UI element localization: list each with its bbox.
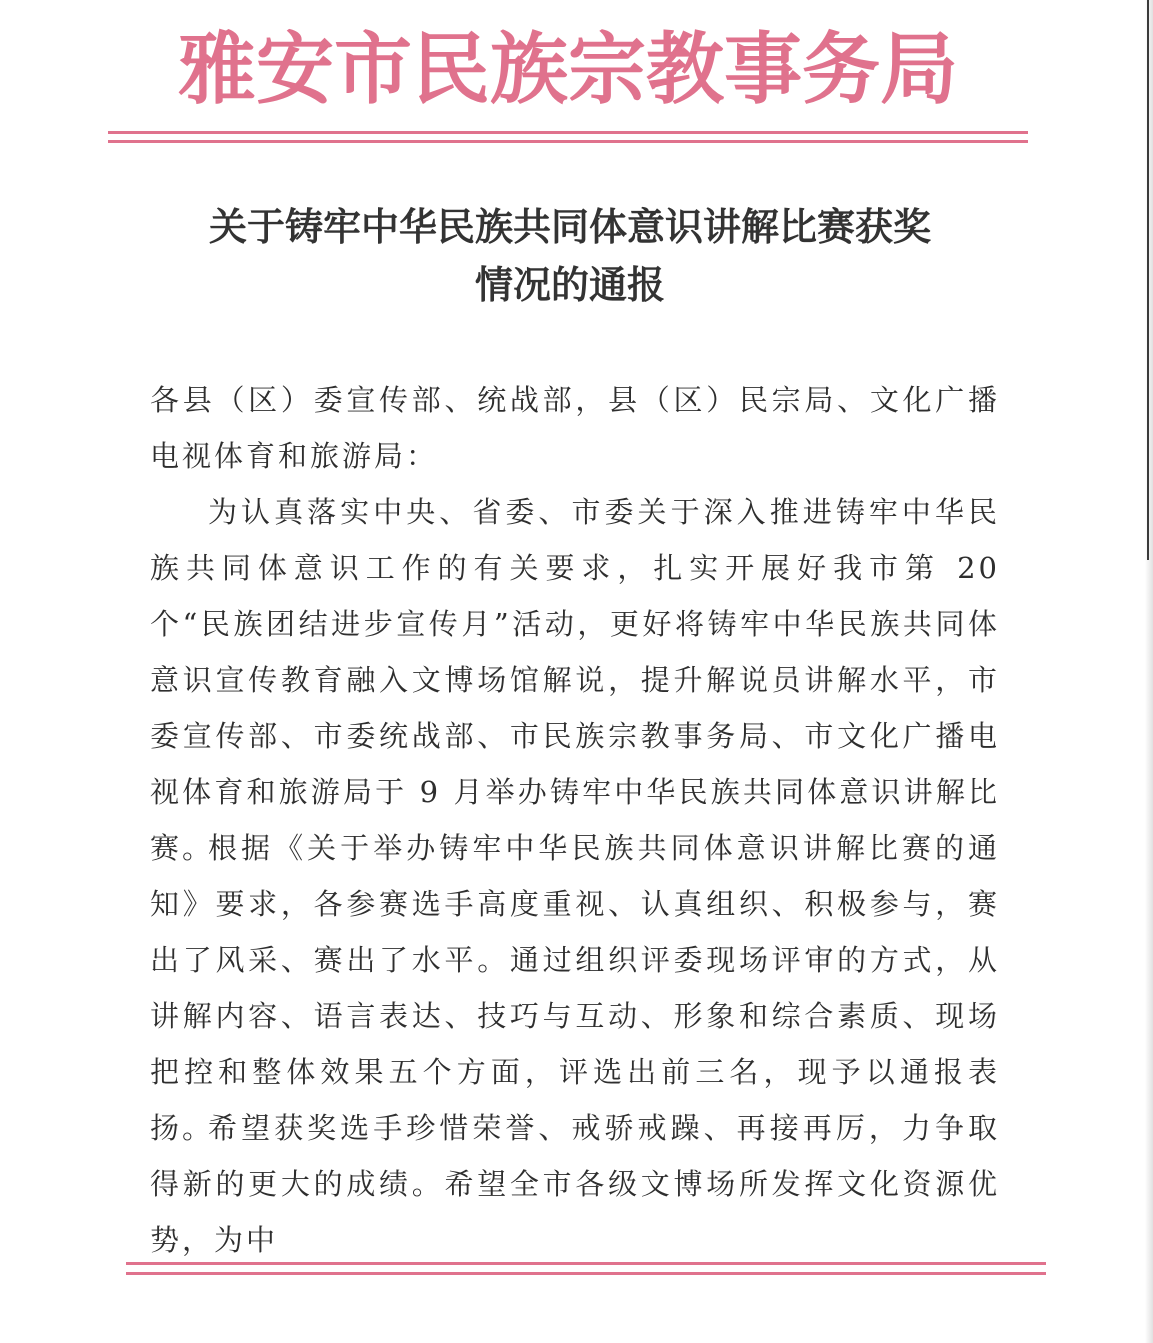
- letterhead-org-name: 雅安市民族宗教事务局: [177, 24, 958, 115]
- paragraph-1-text: 为认真落实中央、省委、市委关于深入推进铸牢中华民族共同体意识工作的有关要求，扎实开展好我市第 20 个“民族团结进步宣传月”活动，更好将铸牢中华民族共同体意识宣传教育融入文博场馆解说，提升解说员讲解水平，市委宣传部、市委统战部、市民族宗教事务局、市文化广播电视体育和旅游局于 9 月举办铸牢中华民族共同体意识讲解比赛。: [150, 495, 1000, 865]
- document-title: [120, 198, 1020, 314]
- paragraph-3: [150, 1100, 1000, 1268]
- letterhead-rule-top: [108, 131, 1028, 134]
- paragraph-2-text: 根据《关于举办铸牢中华民族共同体意识讲解比赛的通知》要求，各参赛选手高度重视、认真组织、积极参与，赛出了风采、赛出了水平。通过组织评委现场评审的方式，从讲解内容、语言表达、技巧与互动、形象和综合素质、现场把控和整体效果五个方面，评选出前三名，现予以通报表扬。: [150, 831, 1000, 1145]
- paragraph-3-text: 希望获奖选手珍惜荣誉、戒骄戒躁、再接再厉，力争取得新的更大的成绩。希望全市各级文博场所发挥文化资源优势，为中: [150, 1111, 1000, 1257]
- page-edge: [1147, 0, 1149, 560]
- paragraph-1: [150, 484, 1000, 876]
- footer-rule-top: [126, 1262, 1046, 1265]
- letterhead-rule-bottom: [108, 140, 1028, 143]
- document-title-line-1: 关于铸牢中华民族共同体意识讲解比赛获奖: [208, 204, 931, 249]
- document-title-line-2: 情况的通报: [474, 262, 665, 307]
- footer-rule-bottom: [126, 1272, 1046, 1275]
- salutation-text: 各县（区）委宣传部、统战部，县（区）民宗局、文化广播电视体育和旅游局：: [150, 383, 1000, 473]
- salutation: [150, 372, 1000, 484]
